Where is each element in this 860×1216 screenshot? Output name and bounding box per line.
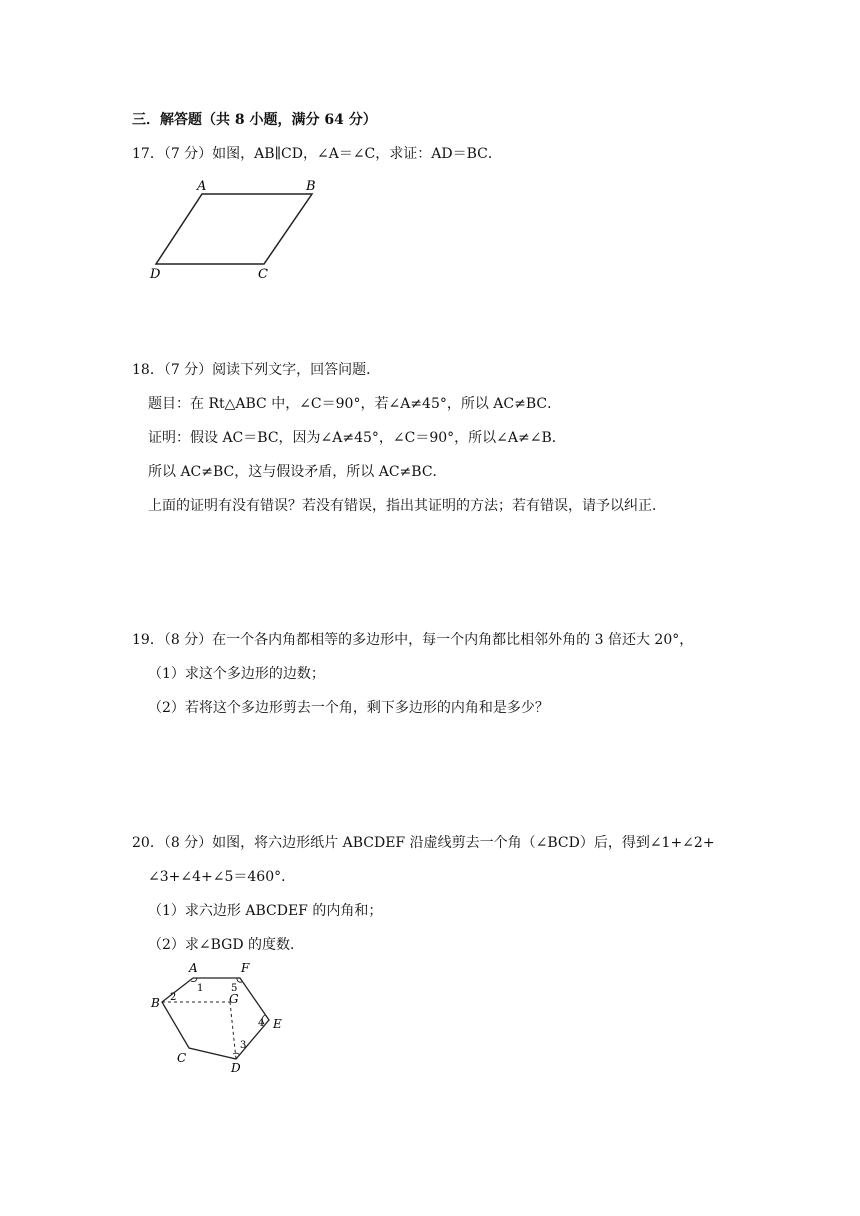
label-F: F	[241, 961, 250, 975]
label-D: D	[231, 1061, 241, 1075]
label-A: A	[189, 961, 198, 975]
label-E: E	[273, 1017, 282, 1031]
q20-part2: （2）求∠BGD 的度数．	[148, 937, 305, 953]
q18-proof-line1: 证明：假设 AC＝BC，因为∠A≠45°，∠C＝90°，所以∠A≠∠B．	[148, 430, 566, 446]
q20-stem-line2: ∠3+∠4+∠5＝460°．	[148, 869, 296, 885]
label-G: G	[229, 992, 239, 1006]
q20-part1: （1）求六边形 ABCDEF 的内角和；	[148, 903, 383, 919]
angle-3: 3	[240, 1040, 247, 1051]
q17-parallelogram-figure	[140, 176, 330, 286]
q20-hexagon-figure	[145, 958, 305, 1078]
q18-question: 上面的证明有没有错误？若没有错误，指出其证明的方法；若有错误，请予以纠正．	[148, 498, 666, 514]
q19-part1: （1）求这个多边形的边数；	[148, 666, 325, 682]
angle-2: 2	[170, 992, 177, 1003]
parallelogram-shape	[156, 194, 312, 264]
label-C: C	[258, 267, 268, 282]
q18-proof-line2: 所以 AC≠BC，这与假设矛盾，所以 AC≠BC．	[148, 464, 447, 480]
q19-part2: （2）若将这个多边形剪去一个角，剩下多边形的内角和是多少？	[148, 700, 549, 716]
angle-5: 5	[231, 983, 238, 994]
q20-stem-line1: 20．（8 分）如图，将六边形纸片 ABCDEF 沿虚线剪去一个角（∠BCD）后，得到∠1+∠2+	[132, 835, 715, 851]
label-D: D	[150, 267, 161, 282]
label-C: C	[177, 1051, 187, 1065]
hexagon-shape	[162, 978, 269, 1059]
q19-stem: 19．（8 分）在一个各内角都相等的多边形中，每一个内角都比相邻外角的 3 倍还大 20°，	[132, 632, 694, 648]
q18-problem: 题目：在 Rt△ABC 中，∠C＝90°，若∠A≠45°，所以 AC≠BC．	[148, 396, 562, 412]
q17-text: 17．（7 分）如图，AB∥CD，∠A＝∠C，求证：AD＝BC．	[132, 146, 502, 162]
angle-4: 4	[258, 1018, 265, 1029]
label-B: B	[306, 179, 316, 194]
section-title: 三．解答题（共 8 小题，满分 64 分）	[132, 112, 377, 128]
cut-line-GD	[230, 1002, 236, 1059]
label-B: B	[151, 996, 160, 1010]
label-A: A	[197, 179, 207, 194]
angle-1: 1	[197, 983, 204, 994]
q18-stem: 18．（7 分）阅读下列文字，回答问题．	[132, 362, 381, 378]
